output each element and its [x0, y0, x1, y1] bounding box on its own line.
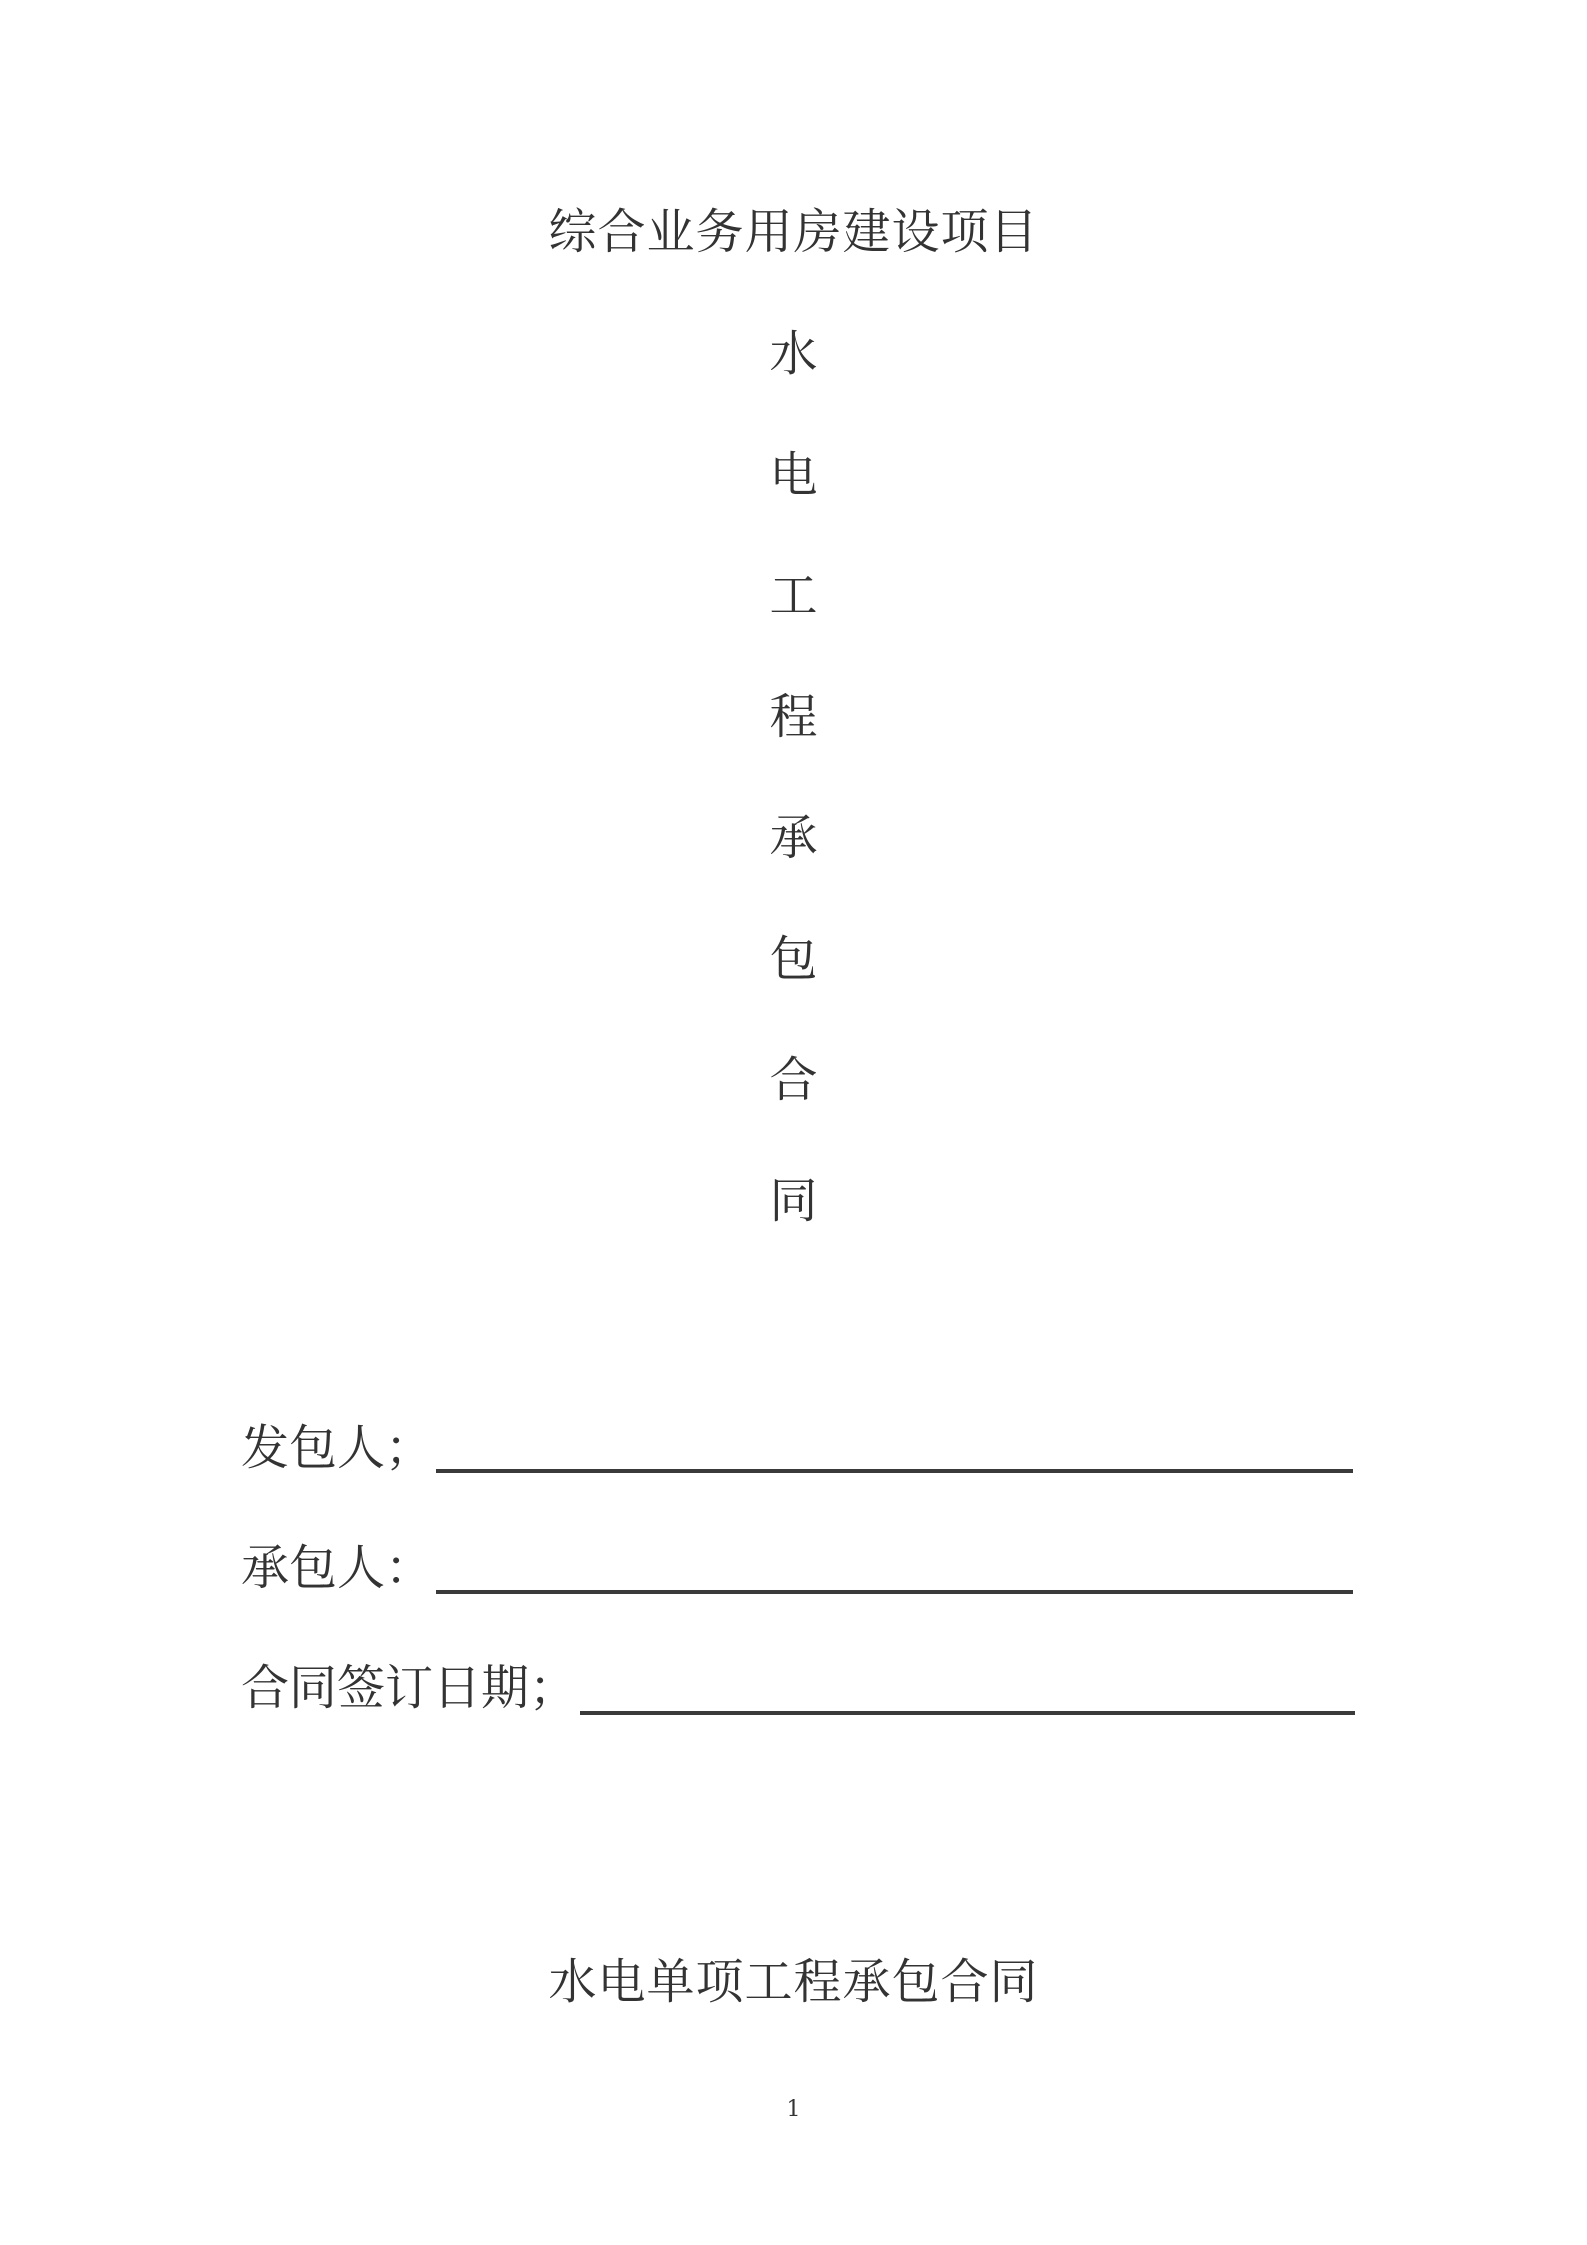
signing-date-field: [241, 1656, 577, 1720]
vertical-title-char: 同: [769, 1173, 818, 1229]
employer-signature-line: [436, 1469, 1353, 1473]
signing-date-label: 合同签订日期；: [241, 1660, 578, 1716]
vertical-title-char: 电: [769, 447, 818, 503]
contractor-label: 承包人：: [241, 1540, 434, 1596]
contractor-field: [241, 1536, 433, 1600]
vertical-title-char: 承: [769, 810, 818, 866]
contract-title: 水电单项工程承包合同: [548, 1954, 1039, 2010]
employer-field: [241, 1416, 433, 1480]
vertical-contract-title: [0, 322, 1587, 1290]
vertical-title-char: 程: [769, 689, 818, 745]
vertical-title-char: 水: [769, 326, 818, 382]
vertical-title-char: 包: [769, 931, 818, 987]
vertical-title-char: 工: [769, 568, 818, 624]
contractor-signature-line: [436, 1590, 1353, 1594]
signing-date-line: [580, 1711, 1355, 1715]
page-number: 1: [786, 2097, 801, 2122]
employer-label: 发包人；: [241, 1420, 434, 1476]
vertical-title-char: 合: [769, 1052, 818, 1108]
project-title: 综合业务用房建设项目: [548, 204, 1039, 260]
